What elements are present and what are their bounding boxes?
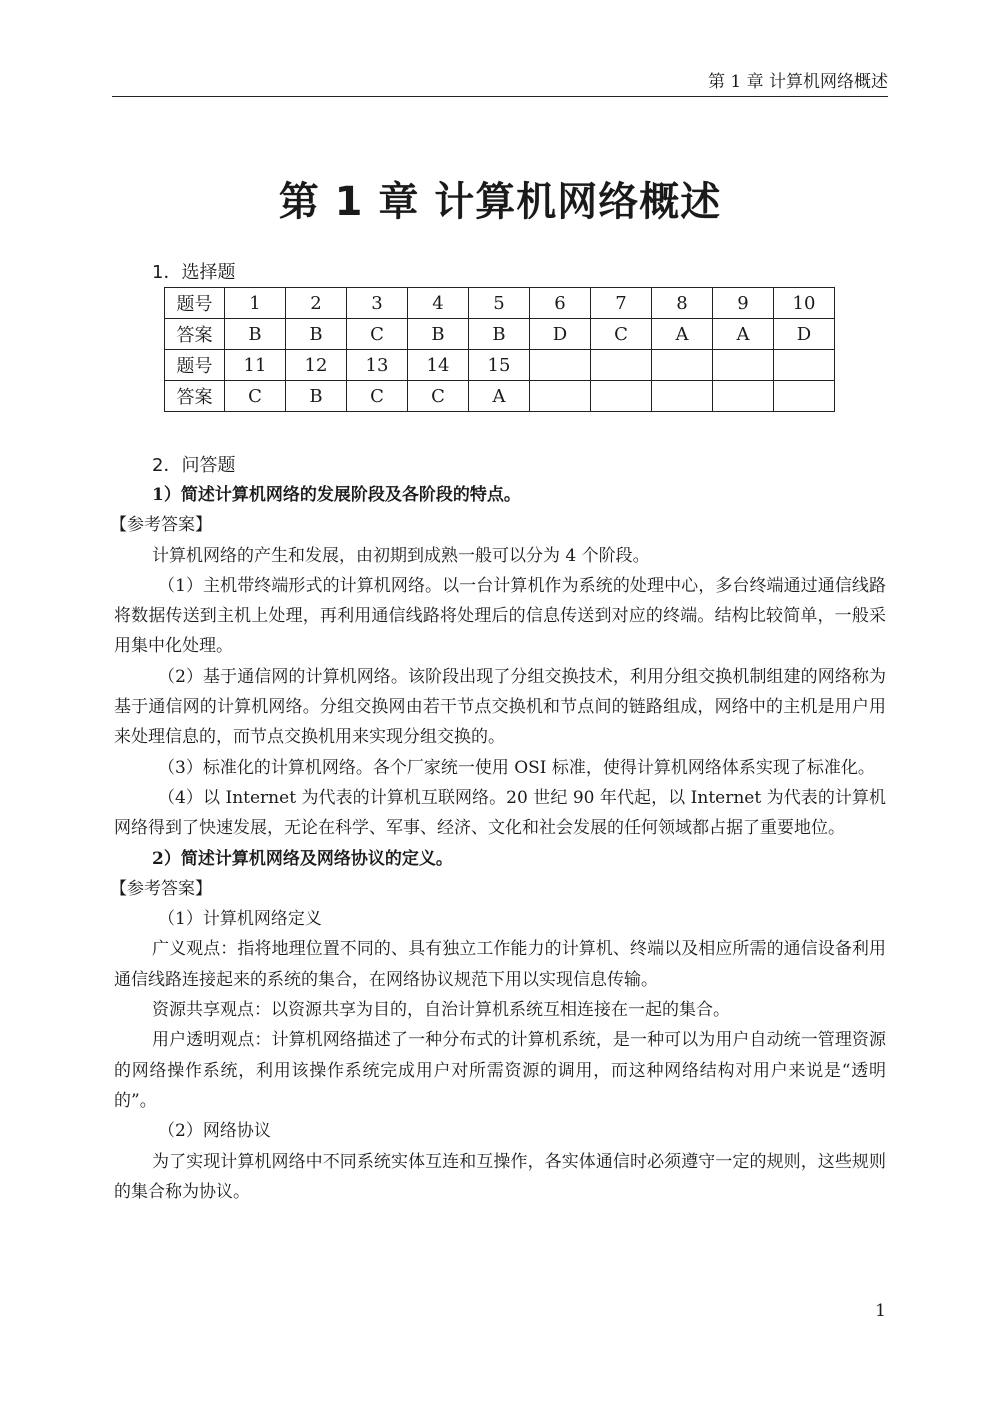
answer-cell: A [469, 381, 530, 412]
page-number: 1 [875, 1301, 886, 1321]
reference-answer-label: 【参考答案】 [110, 878, 212, 899]
section1-heading: 1．选择题 [152, 262, 236, 283]
answer-cell: D [774, 319, 835, 350]
answer-paragraph: （2）基于通信网的计算机网络。该阶段出现了分组交换技术，利用分组交换机制组建的网络称为基于通信网的计算机网络。分组交换网由若干节点交换机和节点间的链路组成，网络中的主机是用户用来处理信息的，而节点交换机用来实现分组交换的。 [114, 666, 886, 748]
answer-table-row [165, 350, 835, 381]
answer-cell: C [225, 381, 286, 412]
answer-table-row [165, 288, 835, 319]
answer-cell [713, 381, 774, 412]
answer-cell: A [652, 319, 713, 350]
answer-cell: C [591, 319, 652, 350]
answer-table-row [165, 319, 835, 350]
reference-answer-label: 【参考答案】 [110, 515, 212, 536]
answer-cell: 6 [530, 288, 591, 319]
answer-cell: 11 [225, 350, 286, 381]
answer-cell: 8 [652, 288, 713, 319]
answer-cell [530, 350, 591, 381]
answer-paragraph: 计算机网络的产生和发展，由初期到成熟一般可以分为 4 个阶段。 [152, 545, 650, 566]
answer-cell [530, 381, 591, 412]
row-label: 题号 [165, 288, 225, 319]
answer-cell [591, 350, 652, 381]
answer-cell: A [713, 319, 774, 350]
answer-cell: 10 [774, 288, 835, 319]
answer-table-row [165, 381, 835, 412]
row-label: 答案 [165, 319, 225, 350]
subheading-network-definition: （1）计算机网络定义 [158, 909, 322, 930]
answer-cell [591, 381, 652, 412]
definition-broad: 广义观点：指将地理位置不同的、具有独立工作能力的计算机、终端以及相应所需的通信设备利用通信线路连接起来的系统的集合，在网络协议规范下用以实现信息传输。 [114, 939, 886, 990]
answer-cell: 15 [469, 350, 530, 381]
question-2-title: 2）简述计算机网络及网络协议的定义。 [152, 848, 453, 869]
answer-cell: 2 [286, 288, 347, 319]
answer-cell [774, 350, 835, 381]
answer-cell: 5 [469, 288, 530, 319]
answer-cell: 14 [408, 350, 469, 381]
answer-cell: C [347, 381, 408, 412]
answer-cell: B [469, 319, 530, 350]
answer-cell: B [408, 319, 469, 350]
protocol-definition: 为了实现计算机网络中不同系统实体互连和互操作，各实体通信时必须遵守一定的规则，这些规则的集合称为协议。 [114, 1151, 886, 1202]
answer-cell: C [347, 319, 408, 350]
subheading-network-protocol: （2）网络协议 [158, 1121, 271, 1142]
row-label: 答案 [165, 381, 225, 412]
answer-cell: 9 [713, 288, 774, 319]
answer-table [164, 287, 835, 412]
answer-cell: 7 [591, 288, 652, 319]
answer-cell: 13 [347, 350, 408, 381]
definition-user-transparent: 用户透明观点：计算机网络描述了一种分布式的计算机系统，是一种可以为用户自动统一管理资源的网络操作系统，利用该操作系统完成用户对所需资源的调用，而这种网络结构对用户来说是“透明的”。 [114, 1030, 886, 1111]
answer-cell: 1 [225, 288, 286, 319]
answer-cell: C [408, 381, 469, 412]
answer-paragraph: （3）标准化的计算机网络。各个厂家统一使用 OSI 标准，使得计算机网络体系实现了标准化。 [158, 757, 875, 778]
answer-cell: B [286, 319, 347, 350]
answer-cell: D [530, 319, 591, 350]
section2-heading: 2．问答题 [152, 455, 236, 476]
answer-paragraph: （4）以 Internet 为代表的计算机互联网络。20 世纪 90 年代起，以 Internet 为代表的计算机网络得到了快速发展，无论在科学、军事、经济、文化和社会发展的任何领域都占据了重要地位。 [114, 787, 886, 839]
answer-cell: 3 [347, 288, 408, 319]
running-head [112, 72, 888, 97]
answer-paragraph: （1）主机带终端形式的计算机网络。以一台计算机作为系统的处理中心，多台终端通过通信线路将数据传送到主机上处理，再利用通信线路将处理后的信息传送到对应的终端。结构比较简单，一般采用集中化处理。 [114, 575, 886, 657]
qa-content [110, 480, 886, 1207]
answer-cell: B [286, 381, 347, 412]
answer-cell [652, 381, 713, 412]
answer-cell [652, 350, 713, 381]
row-label: 题号 [165, 350, 225, 381]
answer-cell [774, 381, 835, 412]
running-title: 第 1 章 计算机网络概述 [707, 72, 888, 92]
answer-cell: 12 [286, 350, 347, 381]
answer-cell [713, 350, 774, 381]
answer-cell: B [225, 319, 286, 350]
definition-resource-sharing: 资源共享观点：以资源共享为目的，自治计算机系统互相连接在一起的集合。 [152, 1000, 730, 1021]
question-1-title: 1）简述计算机网络的发展阶段及各阶段的特点。 [152, 485, 521, 505]
answer-cell: 4 [408, 288, 469, 319]
chapter-title: 第 1 章 计算机网络概述 [278, 179, 722, 225]
